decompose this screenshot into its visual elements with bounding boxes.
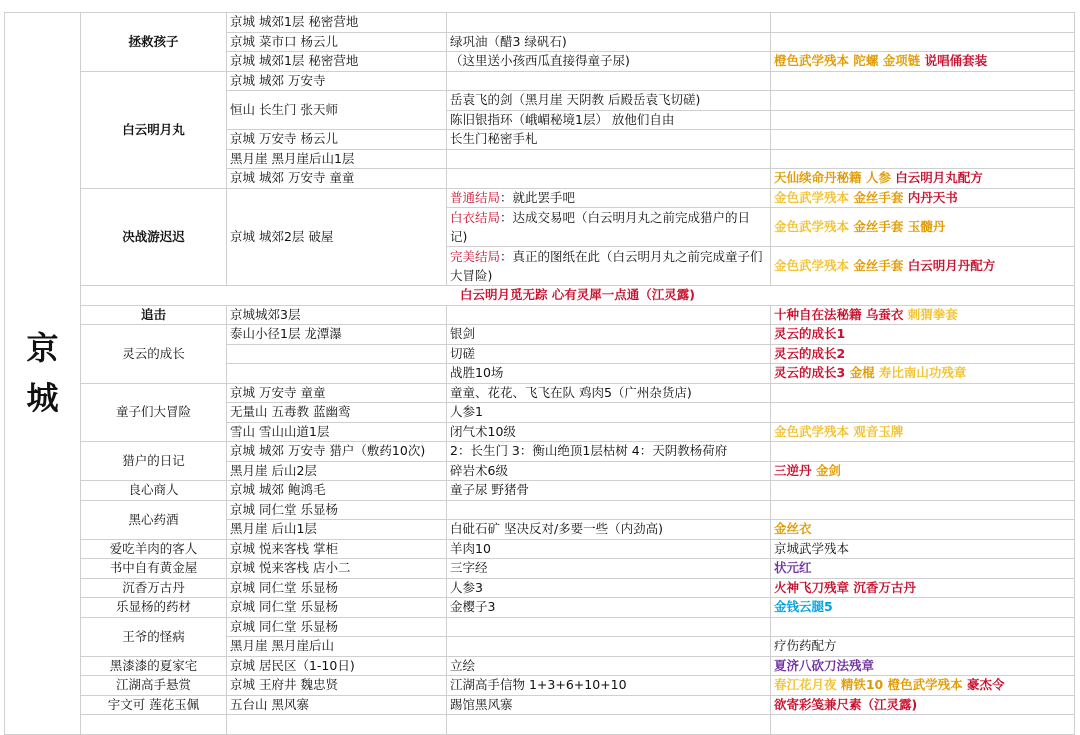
- location-text: 恒山 长生门 张天师: [230, 102, 338, 117]
- location-cell: [227, 676, 447, 696]
- text-segment: 人参3: [450, 579, 483, 595]
- region-label: [5, 13, 81, 735]
- quest-name-cell: [81, 481, 227, 501]
- requirement-cell: [447, 110, 771, 130]
- location-text: 京城 悦来客栈 掌柜: [230, 540, 338, 556]
- requirement-cell: [447, 305, 771, 325]
- text-segment: （这里送小孩西瓜直接得童子尿): [450, 53, 630, 69]
- quest-name-cell: [81, 13, 227, 72]
- text-segment: 白云明月觅无踪 心有灵犀一点通（江灵露): [459, 287, 696, 303]
- location-text: 京城 城郊1层 秘密营地: [230, 53, 359, 69]
- requirement-cell: [447, 500, 771, 520]
- requirement-cell: [447, 169, 771, 189]
- table-row: [5, 442, 1075, 462]
- quest-name-cell: [81, 617, 227, 656]
- text-segment: 银剑: [450, 326, 476, 342]
- quest-name: 王爷的怪病: [122, 628, 185, 644]
- reward-cell: [771, 422, 1075, 442]
- text-segment: ：就此罢手吧: [500, 189, 576, 205]
- quest-name-cell: [81, 598, 227, 618]
- reward-cell: [771, 539, 1075, 559]
- reward-cell: [771, 110, 1075, 130]
- location-cell: [227, 188, 447, 286]
- location-text: 黑月崖 黑月崖后山1层: [230, 150, 355, 166]
- reward-cell: [771, 520, 1075, 540]
- text-segment: 金樱子3: [450, 599, 496, 615]
- text-segment: 三字经: [450, 560, 488, 576]
- location-cell: [227, 403, 447, 423]
- requirement-cell: [447, 13, 771, 33]
- text-segment: 豪杰令: [966, 677, 1005, 693]
- location-text: 京城 同仁堂 乐显杨: [230, 618, 338, 634]
- text-segment: 闭气术10级: [450, 423, 516, 439]
- text-segment: 春江花月夜: [774, 677, 841, 693]
- reward-cell: [771, 500, 1075, 520]
- location-cell: [227, 52, 447, 72]
- empty-cell: [81, 715, 227, 735]
- requirement-cell: [447, 559, 771, 579]
- requirement-cell: [447, 325, 771, 345]
- table-row: [5, 500, 1075, 520]
- requirement-cell: [447, 32, 771, 52]
- text-segment: 天仙续命丹秘籍: [774, 170, 866, 186]
- reward-cell: [771, 13, 1075, 33]
- text-segment: 童子尿 野猪骨: [450, 482, 529, 498]
- quest-name: 灵云的成长: [122, 345, 185, 361]
- requirement-cell: [447, 656, 771, 676]
- table-row: [5, 71, 1075, 91]
- reward-cell: [771, 247, 1075, 286]
- reward-cell: [771, 656, 1075, 676]
- requirement-cell: [447, 208, 771, 247]
- text-segment: 白砒石矿 坚决反对/多要一些（内劲高): [450, 521, 664, 537]
- location-text: 京城 同仁堂 乐显杨: [230, 599, 338, 615]
- requirement-cell: [447, 520, 771, 540]
- reward-cell: [771, 169, 1075, 189]
- location-cell: [227, 383, 447, 403]
- requirement-cell: [447, 383, 771, 403]
- quest-name-cell: [81, 305, 227, 325]
- reward-cell: [771, 403, 1075, 423]
- location-text: 泰山小径1层 龙潭瀑: [230, 326, 342, 342]
- text-segment: 人参: [865, 170, 896, 186]
- reward-cell: [771, 130, 1075, 150]
- requirement-cell: [447, 676, 771, 696]
- text-segment: 刺猬拳套: [907, 306, 958, 322]
- quest-name: 宇文可 莲花玉佩: [107, 696, 200, 712]
- text-segment: 金丝衣: [774, 521, 812, 537]
- table-row: [5, 676, 1075, 696]
- location-text: 京城 城郊 万安寺 童童: [230, 170, 355, 186]
- quest-name-cell: [81, 71, 227, 188]
- quest-name-cell: [81, 188, 227, 286]
- reward-cell: [771, 344, 1075, 364]
- location-cell: [227, 695, 447, 715]
- location-cell: [227, 130, 447, 150]
- quest-table: [4, 12, 1075, 735]
- text-segment: 江湖高手信物 1+3+6+10+10: [450, 677, 627, 693]
- reward-cell: [771, 32, 1075, 52]
- quest-name: 良心商人: [128, 482, 179, 498]
- reward-cell: [771, 71, 1075, 91]
- reward-cell: [771, 305, 1075, 325]
- requirement-cell: [447, 52, 771, 72]
- text-segment: 人参1: [450, 404, 483, 420]
- table-row: [5, 325, 1075, 345]
- location-text: 京城城郊3层: [230, 306, 301, 322]
- text-segment: ：达成交易吧（白云明月丸之前完成猎户的日记): [450, 210, 751, 244]
- text-segment: 岳袁飞的剑（黑月崖 天阴教 后殿岳袁飞切磋): [450, 92, 701, 108]
- location-cell: [227, 442, 447, 462]
- empty-cell: [227, 715, 447, 735]
- location-cell: [227, 539, 447, 559]
- table-row: [5, 578, 1075, 598]
- quest-name: 决战游迟迟: [122, 228, 185, 244]
- text-segment: 金丝手套: [853, 258, 908, 273]
- quest-name: 追击: [140, 306, 166, 322]
- location-cell: [227, 500, 447, 520]
- location-cell: [227, 598, 447, 618]
- requirement-cell: [447, 637, 771, 657]
- text-segment: 金丝手套: [853, 219, 908, 234]
- text-segment: 灵云的成长1: [774, 326, 846, 342]
- text-segment: 状元红: [774, 560, 812, 576]
- text-segment: 乌蚕衣: [865, 306, 908, 322]
- table-row: [5, 13, 1075, 33]
- requirement-cell: [447, 578, 771, 598]
- table-row: [5, 656, 1075, 676]
- reward-cell: [771, 461, 1075, 481]
- location-cell: [227, 422, 447, 442]
- location-cell: [227, 617, 447, 637]
- text-segment: 陈旧银指环（峨嵋秘境1层） 放他们自由: [450, 111, 675, 127]
- location-cell: [227, 325, 447, 345]
- reward-cell: [771, 637, 1075, 657]
- text-segment: 寿比南山功残章: [878, 365, 967, 381]
- text-segment: 精铁10: [840, 677, 888, 693]
- requirement-cell: [447, 695, 771, 715]
- text-segment: 玉髓丹: [907, 219, 946, 234]
- table-row: [5, 559, 1075, 579]
- location-text: 黑月崖 后山1层: [230, 521, 317, 537]
- text-segment: 橙色武学残本: [887, 677, 967, 693]
- quest-name: 爱吃羊肉的客人: [109, 540, 198, 556]
- table-row: [5, 188, 1075, 208]
- empty-cell: [771, 715, 1075, 735]
- requirement-cell: [447, 130, 771, 150]
- quest-name-cell: [81, 695, 227, 715]
- table-row: [5, 617, 1075, 637]
- text-segment: 金钱云腿5: [774, 599, 833, 615]
- quest-name: 黑漆漆的夏家宅: [109, 657, 198, 673]
- quest-name-cell: [81, 656, 227, 676]
- location-text: 京城 同仁堂 乐显杨: [230, 579, 338, 595]
- text-segment: 切磋: [450, 345, 476, 361]
- location-text: 京城 城郊1层 秘密营地: [230, 14, 359, 30]
- quest-name: 白云明月丸: [122, 121, 185, 137]
- table-row: [5, 286, 1075, 306]
- text-segment: 京城武学残本: [774, 540, 850, 556]
- text-segment: 立绘: [450, 657, 476, 673]
- reward-cell: [771, 695, 1075, 715]
- text-segment: 踢馆黑风寨: [450, 696, 513, 712]
- reward-cell: [771, 578, 1075, 598]
- requirement-cell: [447, 539, 771, 559]
- table-row: [5, 305, 1075, 325]
- quest-name-cell: [81, 442, 227, 481]
- location-cell: [227, 461, 447, 481]
- requirement-cell: [447, 71, 771, 91]
- text-segment: 欲寄彩笺兼尺素（江灵露): [774, 696, 918, 712]
- region-name: 京 城: [26, 329, 59, 418]
- quest-name: 书中自有黄金屋: [109, 560, 198, 576]
- text-segment: 绿巩油（醋3 绿矾石): [450, 33, 567, 49]
- reward-cell: [771, 559, 1075, 579]
- location-cell: [227, 149, 447, 169]
- location-cell: [227, 656, 447, 676]
- text-segment: 疗伤药配方: [774, 638, 837, 654]
- text-segment: 内丹天书: [907, 189, 958, 205]
- location-cell: [227, 559, 447, 579]
- reward-cell: [771, 481, 1075, 501]
- text-segment: 灵云的成长3: [774, 365, 850, 381]
- text-segment: 陀螺: [853, 53, 883, 69]
- text-segment: 白衣结局: [450, 210, 501, 225]
- table-row: [5, 481, 1075, 501]
- summary-cell: [81, 286, 1075, 306]
- reward-cell: [771, 617, 1075, 637]
- quest-name: 江湖高手悬赏: [115, 677, 191, 693]
- location-cell: [227, 637, 447, 657]
- text-segment: 碎岩术6级: [450, 462, 508, 478]
- text-segment: 三逆丹: [774, 462, 816, 478]
- location-text: 京城 万安寺 童童: [230, 384, 326, 400]
- requirement-cell: [447, 91, 771, 111]
- location-text: 京城 居民区（1-10日): [230, 657, 355, 673]
- location-cell: [227, 481, 447, 501]
- text-segment: 金丝手套: [853, 189, 908, 205]
- requirement-cell: [447, 598, 771, 618]
- quest-name: 拯救孩子: [128, 33, 179, 49]
- reward-cell: [771, 442, 1075, 462]
- location-cell: [227, 364, 447, 384]
- location-text: 京城 万安寺 杨云儿: [230, 131, 338, 147]
- text-segment: 十种自在法秘籍: [774, 306, 866, 322]
- text-segment: 说唱俑套装: [924, 53, 988, 69]
- requirement-cell: [447, 481, 771, 501]
- text-segment: 金棍: [849, 365, 879, 381]
- location-text: 京城 悦来客栈 店小二: [230, 560, 351, 576]
- quest-name-cell: [81, 383, 227, 442]
- text-segment: 火神飞刀残章: [774, 579, 854, 595]
- quest-name-cell: [81, 500, 227, 539]
- text-segment: 橙色武学残本: [774, 53, 854, 69]
- text-segment: 白云明月丸配方: [895, 170, 983, 186]
- text-segment: 灵云的成长2: [774, 345, 846, 361]
- text-segment: 夏济八砍刀法残章: [774, 657, 875, 673]
- requirement-cell: [447, 344, 771, 364]
- location-text: 黑月崖 后山2层: [230, 462, 317, 478]
- text-segment: 沉香万古丹: [853, 579, 916, 595]
- text-segment: 白云明月丹配方: [907, 258, 996, 273]
- location-text: 京城 城郊 万安寺: [230, 72, 326, 88]
- reward-cell: [771, 52, 1075, 72]
- quest-name: 乐显杨的药材: [115, 599, 191, 615]
- text-segment: 金色武学残本: [774, 423, 854, 439]
- text-segment: 金色武学残本: [774, 219, 854, 234]
- requirement-cell: [447, 188, 771, 208]
- reward-cell: [771, 364, 1075, 384]
- reward-cell: [771, 676, 1075, 696]
- location-text: 雪山 雪山山道1层: [230, 423, 330, 439]
- requirement-cell: [447, 461, 771, 481]
- location-cell: [227, 578, 447, 598]
- quest-name-cell: [81, 578, 227, 598]
- text-segment: 普通结局: [450, 189, 501, 205]
- text-segment: 金项链: [882, 53, 925, 69]
- requirement-cell: [447, 442, 771, 462]
- location-text: 京城 同仁堂 乐显杨: [230, 501, 338, 517]
- location-text: 京城 城郊2层 破屋: [230, 228, 334, 244]
- location-cell: [227, 32, 447, 52]
- location-text: 黑月崖 黑月崖后山: [230, 638, 334, 654]
- location-cell: [227, 71, 447, 91]
- reward-cell: [771, 383, 1075, 403]
- quest-table-body: [5, 13, 1075, 735]
- reward-cell: [771, 598, 1075, 618]
- text-segment: ：真正的图纸在此（白云明月丸之前完成童子们大冒险): [450, 249, 763, 283]
- text-segment: 战胜10场: [450, 365, 504, 381]
- quest-name-cell: [81, 676, 227, 696]
- reward-cell: [771, 325, 1075, 345]
- location-text: 京城 城郊 鲍鸿毛: [230, 482, 326, 498]
- table-row: [5, 539, 1075, 559]
- requirement-cell: [447, 364, 771, 384]
- reward-cell: [771, 188, 1075, 208]
- empty-cell: [447, 715, 771, 735]
- table-row: [5, 598, 1075, 618]
- location-text: 京城 城郊 万安寺 猎户（敷药10次): [230, 443, 426, 459]
- quest-name-cell: [81, 539, 227, 559]
- reward-cell: [771, 91, 1075, 111]
- requirement-cell: [447, 403, 771, 423]
- requirement-cell: [447, 617, 771, 637]
- quest-name-cell: [81, 325, 227, 384]
- location-text: 无量山 五毒教 蓝幽鸾: [230, 404, 351, 420]
- text-segment: 金色武学残本: [774, 258, 854, 273]
- quest-name-cell: [81, 559, 227, 579]
- requirement-cell: [447, 422, 771, 442]
- location-text: 京城 菜市口 杨云儿: [230, 33, 338, 49]
- location-cell: [227, 13, 447, 33]
- location-cell: [227, 520, 447, 540]
- location-cell: [227, 305, 447, 325]
- text-segment: 羊肉10: [450, 540, 491, 556]
- text-segment: 观音玉牌: [853, 423, 904, 439]
- reward-cell: [771, 149, 1075, 169]
- location-text: 五台山 黑风寨: [230, 696, 309, 712]
- text-segment: 童童、花花、飞飞在队 鸡肉5（广州杂货店): [450, 384, 692, 400]
- location-cell: [227, 169, 447, 189]
- location-cell: [227, 344, 447, 364]
- table-row: [5, 695, 1075, 715]
- requirement-cell: [447, 247, 771, 286]
- location-text: 京城 王府井 魏忠贤: [230, 677, 338, 693]
- reward-cell: [771, 208, 1075, 247]
- quest-name: 童子们大冒险: [115, 404, 191, 420]
- text-segment: 长生门秘密手札: [450, 131, 538, 147]
- quest-name: 猎户的日记: [122, 453, 185, 468]
- quest-name: 沉香万古丹: [122, 579, 185, 595]
- text-segment: 完美结局: [450, 249, 501, 264]
- location-cell: [227, 91, 447, 130]
- text-segment: 2：长生门 3：衡山绝顶1层枯树 4：天阴教杨荷府: [450, 443, 728, 459]
- text-segment: 金剑: [815, 462, 841, 478]
- text-segment: 金色武学残本: [774, 189, 854, 205]
- requirement-cell: [447, 149, 771, 169]
- table-row: [5, 383, 1075, 403]
- quest-name: 黑心药酒: [128, 511, 179, 527]
- table-row: [5, 715, 1075, 735]
